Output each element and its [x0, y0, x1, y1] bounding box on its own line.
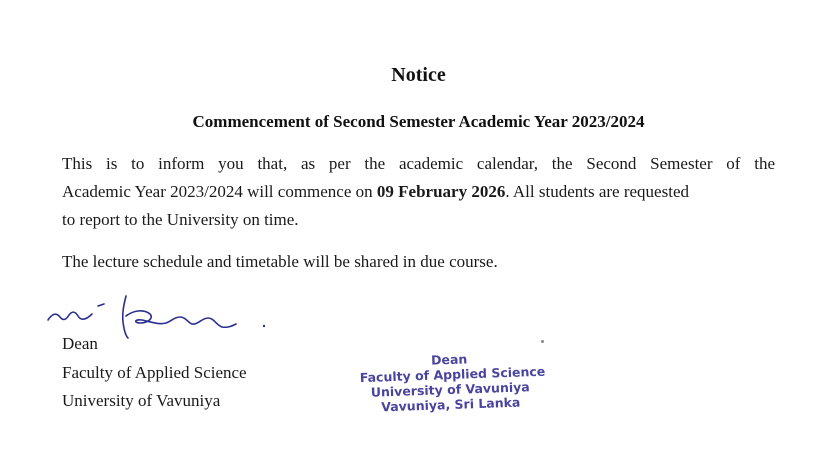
scan-speck	[541, 340, 544, 343]
signature-dot	[263, 325, 265, 327]
stamp-line-4: Vavuniya, Sri Lanka	[380, 394, 521, 415]
paragraph-1-line-1: This is to inform you that, as per the academic calendar, the Second Semester of the	[62, 154, 775, 173]
official-stamp	[359, 349, 546, 415]
paragraph-1-line-2-end: . All students are requested	[505, 182, 689, 201]
notice-paragraph-1	[62, 150, 775, 234]
stamp-line-2: Faculty of Applied Science	[359, 363, 546, 386]
signatory-title: Dean	[62, 334, 98, 353]
paragraph-1-line-2	[62, 178, 775, 206]
signature-stroke-1	[48, 312, 92, 320]
paragraph-1-line-2-start: Academic Year 2023/2024 will commence on	[62, 182, 377, 201]
signatory-university: University of Vavuniya	[62, 391, 221, 410]
paragraph-1-line-3: to report to the University on time.	[62, 210, 299, 229]
notice-title: Notice	[391, 64, 446, 86]
notice-subject: Commencement of Second Semester Academic Year 2023/2024	[192, 112, 645, 131]
signatory-faculty: Faculty of Applied Science	[62, 362, 247, 382]
stamp-line-1: Dean	[430, 351, 468, 368]
notice-paragraph-2: The lecture schedule and timetable will be shared in due course.	[62, 252, 498, 271]
signatory-block	[62, 330, 247, 416]
signature-stroke-2	[98, 304, 104, 306]
signature-stroke-4	[126, 311, 236, 327]
commencement-date: 09 February 2026	[376, 182, 506, 201]
stamp-line-3: University of Vavuniya	[370, 379, 530, 400]
